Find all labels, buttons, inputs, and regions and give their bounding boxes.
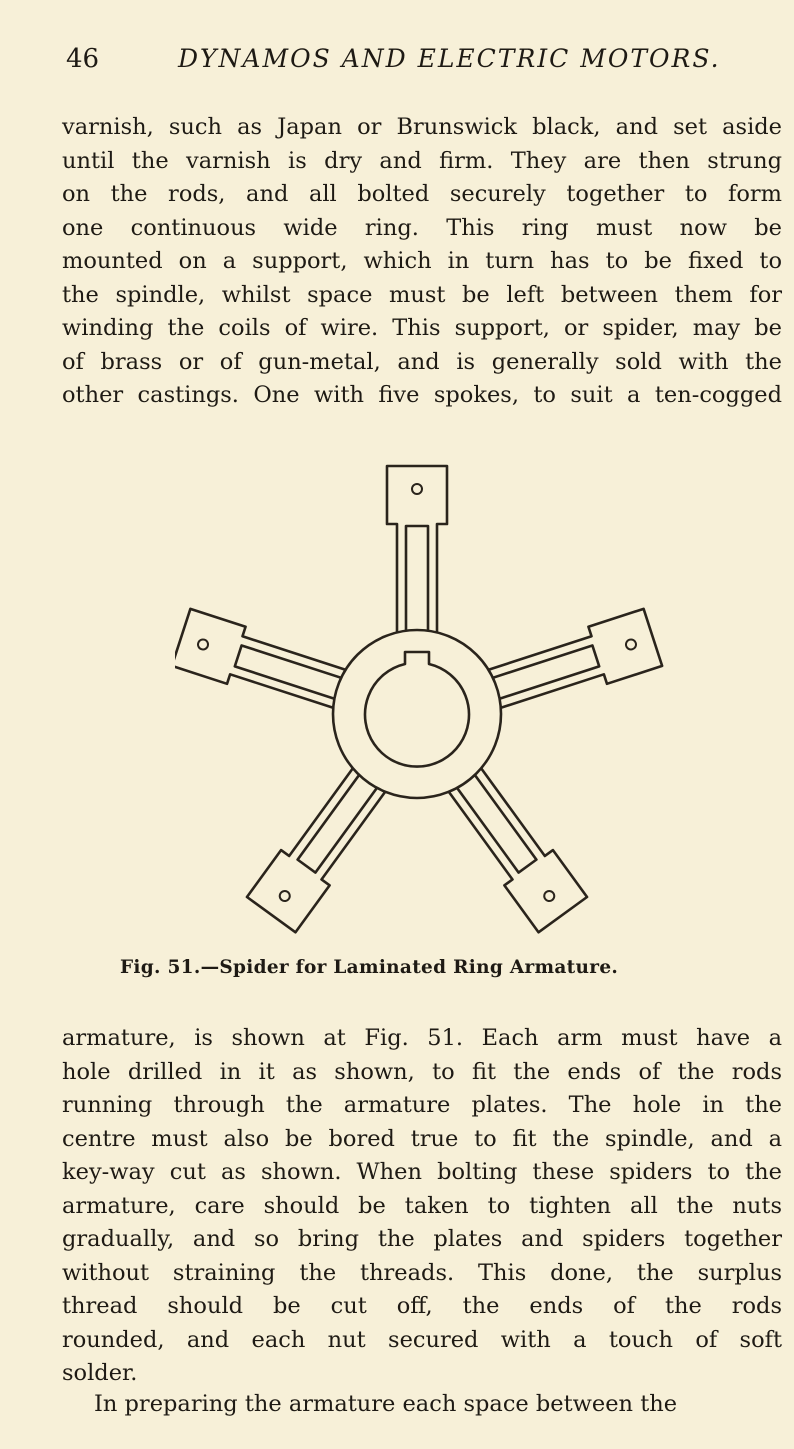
text-line: without straining the threads. This done, the surplus <box>62 1259 782 1286</box>
text-line: until the varnish is dry and firm. They are then strung <box>62 147 782 174</box>
spider-figure <box>175 462 665 940</box>
text-line: of brass or of gun-metal, and is generally sold with the <box>62 348 782 375</box>
text-line: winding the coils of wire. This support, or spider, may be <box>62 315 782 341</box>
text-line: centre must also be bored true to fit the spindle, and a <box>62 1125 782 1152</box>
text-line: running through the armature plates. The hole in the <box>62 1092 782 1118</box>
text-line: the spindle, whilst space must be left between them for <box>62 281 782 308</box>
paragraph-1 <box>62 111 782 413</box>
spider-arm <box>387 466 447 642</box>
text-line: mounted on a support, which in turn has to be fixed to <box>62 248 782 274</box>
paragraph-3 <box>62 1388 782 1422</box>
spider-arm <box>476 609 662 720</box>
text-line: In preparing the armature each space between the <box>94 1391 678 1417</box>
text-line: hole drilled in it as shown, to fit the ends of the rods <box>62 1058 782 1085</box>
paragraph-2 <box>62 1022 782 1391</box>
text-line: key-way cut as shown. When bolting these spiders to the <box>62 1159 782 1185</box>
text-line: gradually, and so bring the plates and spiders together <box>62 1226 782 1252</box>
page-number: 46 <box>66 44 100 74</box>
text-line: armature, care should be taken to tighten all the nuts <box>62 1192 782 1219</box>
figure-caption: Fig. 51.—Spider for Laminated Ring Armature. <box>120 957 619 978</box>
text-line: other castings. One with five spokes, to suit a ten-cogged <box>62 382 782 408</box>
text-line: varnish, such as Japan or Brunswick black, and set aside <box>62 114 782 140</box>
page-header <box>66 44 766 80</box>
text-line: one continuous wide ring. This ring must now be <box>62 214 782 241</box>
text-line: thread should be cut off, the ends of the rods <box>62 1293 782 1319</box>
text-line: solder. <box>62 1360 138 1386</box>
text-line: rounded, and each nut secured with a touch of soft <box>62 1326 782 1353</box>
text-line: on the rods, and all bolted securely together to form <box>62 181 782 207</box>
text-line: armature, is shown at Fig. 51. Each arm must have a <box>62 1025 782 1051</box>
spider-arm <box>175 609 358 720</box>
spider-hub <box>333 630 501 798</box>
running-title: DYNAMOS AND ELECTRIC MOTORS. <box>178 44 721 73</box>
